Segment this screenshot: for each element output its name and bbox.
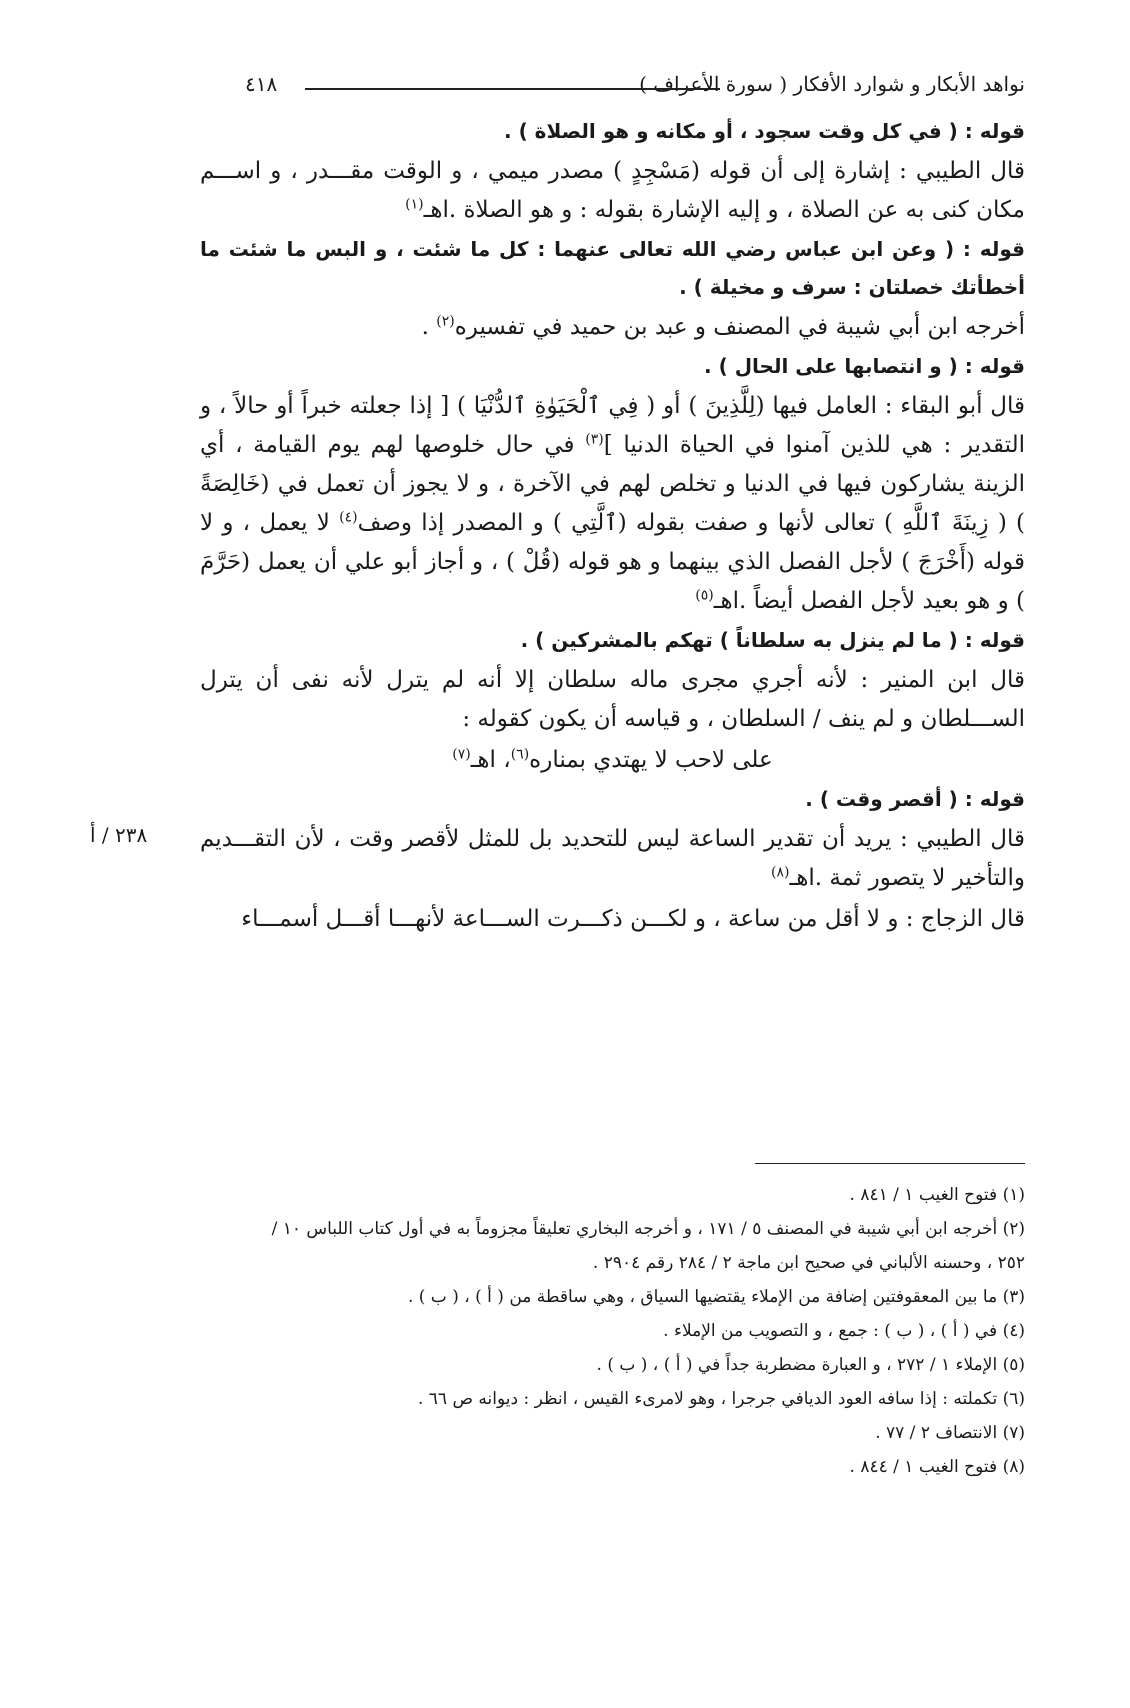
commentary-paragraph: أخرجه ابن أبي شيبة في المصنف و عبد بن حميد في تفسيره$^{(٢)}$ . <box>421 313 1025 340</box>
commentary-paragraph: قال الزجاج : و لا أقل من ساعة ، و لكـــن ذكـــرت الســـاعة لأنهـــا أقـــل أسمـــاء <box>241 906 1025 932</box>
footnote-item: (٥) الإملاء ١ / ٢٧٢ ، و العبارة مضطربة جداً في ( أ ) ، ( ب ) . <box>596 1355 1025 1375</box>
footnote-item: (٤) في ( أ ) ، ( ب ) : جمع ، و التصويب من الإملاء . <box>663 1321 1025 1341</box>
quote-heading: قوله : ( أقصر وقت ) . <box>805 787 1025 811</box>
footnote-separator <box>755 1163 1025 1164</box>
commentary-paragraph: قال الطيبي : يريد أن تقدير الساعة ليس للتحديد بل للمثل لأقصر وقت ، لأن التقـــديم والتأخير لا يتصور ثمة .اهـ$^{(٨)}$ <box>200 826 1025 891</box>
footnote-ref[interactable]: (٥) <box>695 587 714 604</box>
footnotes <box>200 1178 1025 1484</box>
commentary-paragraph: قال الطيبي : إشارة إلى أن قوله (مَسْجِدٍ ) مصدر ميمي ، و الوقت مقـــدر ، و اســـم مكان كنى به عن الصلاة ، و إليه الإشارة بقوله : و هو الصلاة .اهـ$^{(١)}$ <box>200 158 1025 223</box>
footnote-ref[interactable]: (٧) <box>452 746 471 763</box>
footnote-ref[interactable]: (٨) <box>770 864 790 881</box>
verse-line: على لاحب لا يهتدي بمناره$^{(٦)}$، اهـ$^{(٧)}$ <box>452 746 773 773</box>
quote-heading: قوله : ( في كل وقت سجود ، أو مكانه و هو الصلاة ) . <box>504 119 1025 143</box>
footnote-item: (١) فتوح الغيب ١ / ٨٤١ . <box>849 1185 1025 1205</box>
quote-heading: قوله : ( ما لم ينزل به سلطاناً ) تهكم بالمشركين ) . <box>520 628 1025 652</box>
header-rule <box>305 88 720 90</box>
footnote-item: (٢) أخرجه ابن أبي شيبة في المصنف ٥ / ١٧١ ، و أخرجه البخاري تعليقاً مجزوماً به في أول كتاب اللباس ١٠ / <box>271 1219 1025 1239</box>
footnote-item: (٣) ما بين المعقوفتين إضافة من الإملاء يقتضيها السياق ، وهي ساقطة من ( أ ) ، ( ب ) . <box>407 1287 1025 1307</box>
manuscript-folio-ref: ٢٣٨ / أ <box>90 823 148 847</box>
quote-heading: قوله : ( وعن ابن عباس رضي الله تعالى عنهما : كل ما شئت ، و البس ما شئت ما أخطأتك خصلتان : سرف و مخيلة ) . <box>200 237 1025 299</box>
quote-heading: قوله : ( و انتصابها على الحال ) . <box>704 354 1025 378</box>
footnote-item: ٢٥٢ ، وحسنه الألباني في صحيح ابن ماجة ٢ / ٢٨٤ رقم ٢٩٠٤ . <box>592 1253 1025 1273</box>
footnote-item: (٨) فتوح الغيب ١ / ٨٤٤ . <box>849 1457 1025 1477</box>
commentary-paragraph: قال أبو البقاء : العامل فيها (لِلَّذِينَ ) أو ( فِي ٱلْحَيَوٰةِ ٱلدُّنْيَا ) [ إذا جعلته خبراً أو حالاً ، و التقدير : هي للذين آمنوا في الحياة الدنيا ]$^{(٣)}$ في حال خلوصها لهم يوم القيامة ، أي الزينة يشاركون فيها في الدنيا و تخلص لهم في الآخرة ، و لا يجوز أن تعمل في (خَالِصَةً ) ( زِينَةَ ٱللَّهِ ) تعالى لأنها و صفت بقوله (ٱلَّتِي ) و المصدر إذا وصف$^{(٤)}$ لا يعمل ، و لا قوله (أَخْرَجَ ) لأجل الفصل الذي بينهما و هو قوله (قُلْ ) ، و أجاز أبو علي أن يعمل (حَرَّمَ ) و هو بعيد لأجل الفصل أيضاً .اهـ$^{(٥)}$ <box>200 393 1025 614</box>
footnote-item: (٦) تكملته : إذا سافه العود الديافي جرجرا ، وهو لامرىء القيس ، انظر : ديوانه ص ٦٦ . <box>417 1389 1025 1409</box>
footnote-ref[interactable]: (٤) <box>339 509 358 526</box>
footnote-ref[interactable]: (٢) <box>436 313 455 330</box>
page-number: ٤١٨ <box>245 72 278 96</box>
footnote-item: (٧) الانتصاف ٢ / ٧٧ . <box>875 1423 1025 1443</box>
footnote-ref[interactable]: (١) <box>405 196 424 213</box>
header-title: نواهد الأبكار و شوارد الأفكار ( سورة الأعراف ) <box>639 72 1025 96</box>
running-header <box>245 68 1025 102</box>
commentary-paragraph: قال ابن المنير : لأنه أجري مجرى ماله سلطان إلا أنه لم يترل لأنه نفى أن يترل الســـلطان و لم ينف / السلطان ، و قياسه أن يكون كقوله : <box>200 667 1025 732</box>
footnote-ref[interactable]: (٦) <box>510 746 530 763</box>
main-text <box>200 112 1025 939</box>
footnote-ref[interactable]: (٣) <box>585 431 604 448</box>
